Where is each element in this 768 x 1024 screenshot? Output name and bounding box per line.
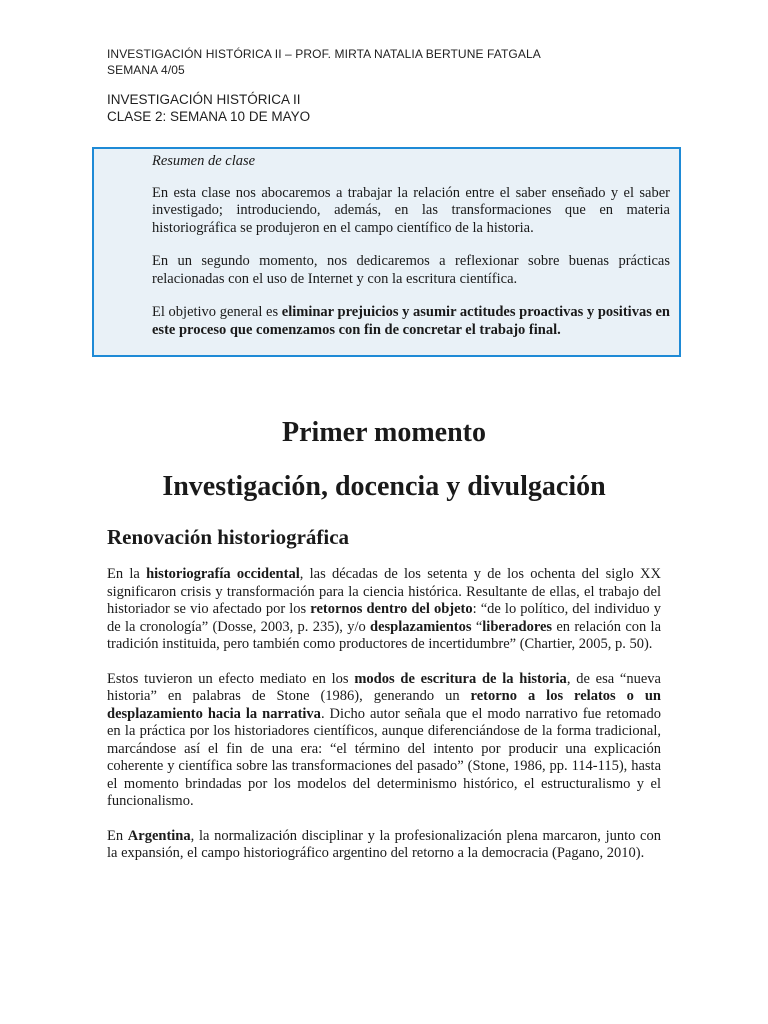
bold-run: retornos dentro del objeto xyxy=(310,601,473,617)
main-title: Primer momento xyxy=(282,417,486,448)
body-paragraph-2 xyxy=(107,671,661,811)
bold-run: historiografía occidental xyxy=(146,566,300,582)
summary-label: Resumen de clase xyxy=(152,153,256,169)
text-run: : “de lo político, del individuo y de la cronología” (Dosse, 2003, p. 235), y/o xyxy=(107,601,662,635)
text-run: Estos tuvieron un efecto mediato en los xyxy=(107,670,355,687)
course-header xyxy=(107,91,310,125)
section-heading: Renovación historiográfica xyxy=(107,525,350,549)
class-date: CLASE 2: SEMANA 10 DE MAYO xyxy=(107,109,311,124)
summary-paragraph-2: En un segundo momento, nos dedicaremos a reflexionar sobre buenas prácticas relacionadas con el uso de Internet y con la escritura científica. xyxy=(152,253,670,287)
text-run: en relación con la tradición instituida, pero también como productores de incertidumbre” (Chartier, 2005, p. 50). xyxy=(107,618,662,652)
body-text xyxy=(107,566,661,880)
summary-objective-bold: eliminar prejuicios y asumir actitudes proactivas y positivas en este proceso que comenzamos con fin de concretar el trabajo final. xyxy=(152,304,670,338)
running-header-line2: SEMANA 4/05 xyxy=(107,63,185,77)
course-title: INVESTIGACIÓN HISTÓRICA II xyxy=(107,92,301,107)
text-run: , la normalización disciplinar y la profesionalización plena marcaron, junto con la expansión, el campo historiográfico argentino del retorno a la democracia (Pagano, 2010). xyxy=(107,827,661,861)
text-run: “ xyxy=(471,618,483,635)
text-run: . Dicho autor señala que el modo narrativo fue retomado en la práctica por los historiadores científicos, aunque diferenciándose de la forma tradicional, marcándose así el fin de una era: “el término del intento por producir una explicación coherente y científica sobre las transformaciones del pasado” (Stone, 1986, pp. 114-115), hasta el momento brindadas por los modelos del determinismo histórico, el estructuralismo y el funcionalismo. xyxy=(107,705,661,809)
summary-content xyxy=(152,153,670,355)
main-subtitle: Investigación, docencia y divulgación xyxy=(162,471,606,502)
text-run: En la xyxy=(107,566,147,582)
bold-run: desplazamientos xyxy=(370,618,472,635)
running-header-line1: INVESTIGACIÓN HISTÓRICA II – PROF. MIRTA NATALIA BERTUNE FATGALA xyxy=(107,47,541,61)
text-run: , de esa “nueva historia” en palabras de Stone (1986), generando un xyxy=(107,670,661,704)
text-run: , las décadas de los setenta y de los ochenta del siglo XX significaron crisis y transformación para la ciencia histórica. Resultante de ellas, el trabajo del historiador se vio afectado por los xyxy=(107,566,661,617)
bold-run: retorno a los relatos o un desplazamiento hacia la narrativa xyxy=(107,688,661,722)
summary-objective-intro: El objetivo general es xyxy=(152,304,282,320)
body-paragraph-1 xyxy=(107,566,661,654)
summary-paragraph-1: En esta clase nos abocaremos a trabajar la relación entre el saber enseñado y el saber investigado; introduciendo, además, en las transformaciones que en materia historiográfica se produjeron en el campo científico de la historia. xyxy=(152,184,670,236)
bold-run: Argentina xyxy=(127,827,191,844)
bold-run: modos de escritura de la historia xyxy=(354,670,567,687)
text-run: En xyxy=(107,827,128,844)
body-paragraph-3 xyxy=(107,828,661,863)
bold-run: liberadores xyxy=(482,618,553,635)
summary-paragraph-3 xyxy=(152,304,670,339)
summary-box xyxy=(92,147,681,357)
running-header xyxy=(107,46,541,78)
